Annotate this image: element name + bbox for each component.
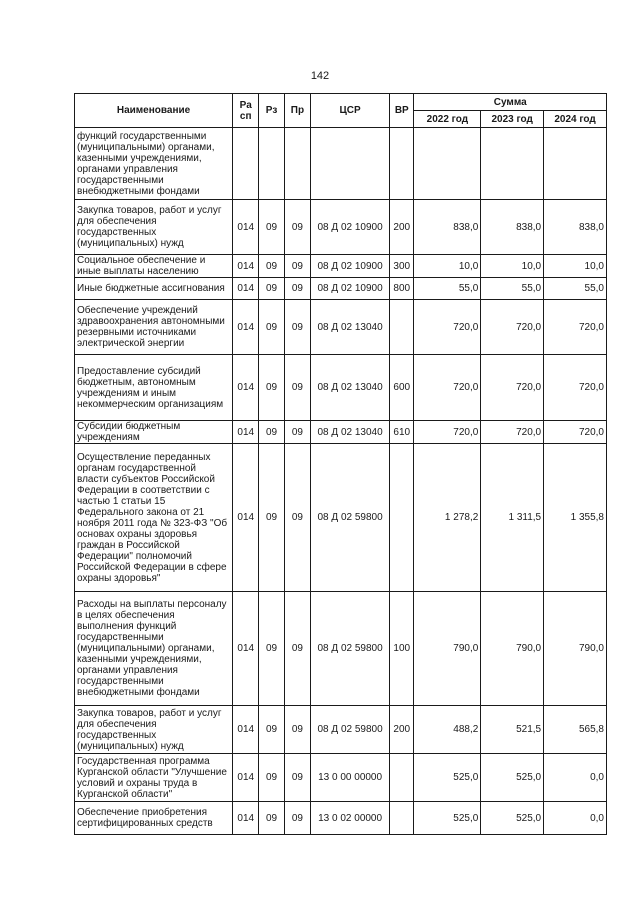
row-vr: 200 [390,200,414,255]
table-row [75,706,607,754]
header-csr: ЦСР [311,94,390,128]
table-row [75,355,607,421]
row-pr: 09 [284,255,310,278]
row-name: Расходы на выплаты персоналу в целях обеспечения выполнения функций государственными (муниципальными) органами, казенными учреждениями, органами управления государственными внебюджетными фондами [75,592,233,706]
header-sum: Сумма [414,94,607,111]
row-name: Закупка товаров, работ и услуг для обеспечения государственных (муниципальных) нужд [75,706,233,754]
row-csr: 13 0 00 00000 [311,754,390,802]
row-name: Осуществление переданных органам государственной власти субъектов Российской Федерации в соответствии с частью 1 статьи 15 Федерального закона от 21 ноября 2011 года № 323-ФЗ "Об основах охраны здоровья граждан в Российской Федерации" полномочий Российской Федерации в сфере охраны здоровья" [75,444,233,592]
row-vr [390,802,414,835]
row-csr: 08 Д 02 13040 [311,300,390,355]
row-ra: 014 [233,706,259,754]
row-vr: 610 [390,421,414,444]
table-row [75,754,607,802]
row-2023: 525,0 [481,802,544,835]
row-2023: 838,0 [481,200,544,255]
row-ra: 014 [233,300,259,355]
row-rz: 09 [259,421,284,444]
header-rz: Рз [259,94,284,128]
row-2023: 521,5 [481,706,544,754]
row-2022: 720,0 [414,421,481,444]
row-pr: 09 [284,300,310,355]
row-csr: 08 Д 02 10900 [311,200,390,255]
row-2023: 10,0 [481,255,544,278]
row-2024: 1 355,8 [544,444,607,592]
row-rz [259,128,284,200]
row-rz: 09 [259,802,284,835]
row-rz: 09 [259,278,284,300]
row-2024: 838,0 [544,200,607,255]
row-pr [284,128,310,200]
row-vr: 300 [390,255,414,278]
row-vr [390,300,414,355]
header-pr: Пр [284,94,310,128]
row-rz: 09 [259,200,284,255]
row-name: Иные бюджетные ассигнования [75,278,233,300]
row-2022: 525,0 [414,754,481,802]
row-2022: 838,0 [414,200,481,255]
row-rz: 09 [259,754,284,802]
row-vr: 600 [390,355,414,421]
row-rz: 09 [259,706,284,754]
row-csr: 13 0 02 00000 [311,802,390,835]
row-csr: 08 Д 02 13040 [311,355,390,421]
row-2024: 55,0 [544,278,607,300]
row-pr: 09 [284,200,310,255]
row-pr: 09 [284,421,310,444]
header-vr: ВР [390,94,414,128]
table-row [75,255,607,278]
page-number: 142 [310,70,330,82]
row-2022: 1 278,2 [414,444,481,592]
row-name: Субсидии бюджетным учреждениям [75,421,233,444]
row-ra: 014 [233,278,259,300]
row-2022: 55,0 [414,278,481,300]
row-pr: 09 [284,278,310,300]
row-2022 [414,128,481,200]
row-vr [390,754,414,802]
table-row [75,300,607,355]
table-row [75,802,607,835]
table-row [75,128,607,200]
row-2023 [481,128,544,200]
row-2022: 525,0 [414,802,481,835]
row-2022: 720,0 [414,355,481,421]
row-2024: 720,0 [544,421,607,444]
row-csr: 08 Д 02 10900 [311,278,390,300]
row-2023: 525,0 [481,754,544,802]
row-vr: 200 [390,706,414,754]
row-rz: 09 [259,255,284,278]
row-2024 [544,128,607,200]
row-2024: 0,0 [544,802,607,835]
row-2024: 0,0 [544,754,607,802]
row-csr: 08 Д 02 13040 [311,421,390,444]
row-csr: 08 Д 02 10900 [311,255,390,278]
row-rz: 09 [259,444,284,592]
row-2024: 10,0 [544,255,607,278]
row-ra: 014 [233,421,259,444]
table-row [75,421,607,444]
table-row [75,278,607,300]
row-2024: 720,0 [544,300,607,355]
row-vr [390,444,414,592]
row-pr: 09 [284,592,310,706]
row-ra [233,128,259,200]
header-2024: 2024 год [544,111,607,128]
row-2024: 790,0 [544,592,607,706]
header-name: Наименование [75,94,233,128]
header-2022: 2022 год [414,111,481,128]
row-name: Обеспечение учреждений здравоохранения автономными резервными источниками электрической энергии [75,300,233,355]
row-vr: 100 [390,592,414,706]
row-2023: 55,0 [481,278,544,300]
row-csr: 08 Д 02 59800 [311,444,390,592]
row-name: функций государственными (муниципальными) органами, казенными учреждениями, органами управления государственными внебюджетными фондами [75,128,233,200]
budget-table [74,93,607,835]
row-2022: 720,0 [414,300,481,355]
row-pr: 09 [284,355,310,421]
row-2023: 720,0 [481,355,544,421]
row-rz: 09 [259,592,284,706]
row-2023: 790,0 [481,592,544,706]
row-ra: 014 [233,444,259,592]
row-csr: 08 Д 02 59800 [311,592,390,706]
row-pr: 09 [284,802,310,835]
header-ra: Ра сп [233,94,259,128]
row-ra: 014 [233,802,259,835]
row-ra: 014 [233,200,259,255]
row-2024: 720,0 [544,355,607,421]
table-row [75,592,607,706]
row-name: Социальное обеспечение и иные выплаты населению [75,255,233,278]
row-name: Закупка товаров, работ и услуг для обеспечения государственных (муниципальных) нужд [75,200,233,255]
row-rz: 09 [259,355,284,421]
row-2022: 10,0 [414,255,481,278]
row-2023: 720,0 [481,421,544,444]
row-2022: 790,0 [414,592,481,706]
row-ra: 014 [233,754,259,802]
row-ra: 014 [233,255,259,278]
row-vr [390,128,414,200]
row-pr: 09 [284,444,310,592]
row-name: Обеспечение приобретения сертифицированных средств [75,802,233,835]
row-2022: 488,2 [414,706,481,754]
row-pr: 09 [284,754,310,802]
row-ra: 014 [233,592,259,706]
table-row [75,444,607,592]
row-2023: 1 311,5 [481,444,544,592]
row-2024: 565,8 [544,706,607,754]
row-rz: 09 [259,300,284,355]
row-2023: 720,0 [481,300,544,355]
header-2023: 2023 год [481,111,544,128]
row-name: Предоставление субсидий бюджетным, автономным учреждениям и иным некоммерческим организациям [75,355,233,421]
row-name: Государственная программа Курганской области "Улучшение условий и охраны труда в Курганской области" [75,754,233,802]
row-csr [311,128,390,200]
table-row [75,200,607,255]
row-vr: 800 [390,278,414,300]
row-pr: 09 [284,706,310,754]
row-ra: 014 [233,355,259,421]
row-csr: 08 Д 02 59800 [311,706,390,754]
